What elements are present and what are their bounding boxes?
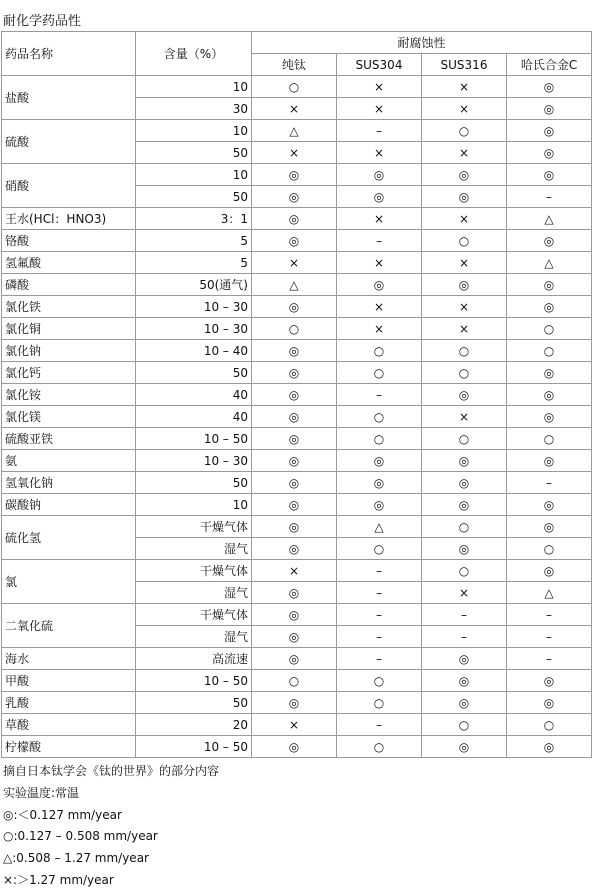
chemical-name-cell: 氯化铵 <box>2 384 136 406</box>
resistance-cell: ◎ <box>252 340 337 362</box>
resistance-cell: ○ <box>337 538 422 560</box>
header-material-titanium: 纯钛 <box>252 54 337 76</box>
concentration-cell: 50 <box>136 692 252 714</box>
resistance-cell: × <box>252 560 337 582</box>
chemical-name-cell: 海水 <box>2 648 136 670</box>
resistance-cell: × <box>337 98 422 120</box>
resistance-cell: △ <box>252 120 337 142</box>
resistance-cell: ◎ <box>252 406 337 428</box>
resistance-cell: × <box>422 252 507 274</box>
header-concentration: 含量（%） <box>136 32 252 76</box>
concentration-cell: 10 <box>136 494 252 516</box>
resistance-cell: ◎ <box>422 472 507 494</box>
resistance-cell: ◎ <box>422 648 507 670</box>
resistance-cell: ○ <box>337 406 422 428</box>
resistance-cell: – <box>337 384 422 406</box>
resistance-cell: ◎ <box>252 494 337 516</box>
resistance-cell: ◎ <box>422 384 507 406</box>
resistance-cell: ◎ <box>252 538 337 560</box>
concentration-cell: 湿气 <box>136 582 252 604</box>
concentration-cell: 干燥气体 <box>136 560 252 582</box>
resistance-cell: ◎ <box>422 670 507 692</box>
table-row <box>2 362 592 384</box>
resistance-cell: ◎ <box>252 186 337 208</box>
table-row <box>2 164 592 186</box>
resistance-cell: ◎ <box>337 450 422 472</box>
chemical-name-cell: 铬酸 <box>2 230 136 252</box>
resistance-cell: × <box>422 98 507 120</box>
resistance-cell: ○ <box>337 692 422 714</box>
concentration-cell: 10 – 30 <box>136 296 252 318</box>
chemical-name-cell: 二氧化硫 <box>2 604 136 648</box>
resistance-cell: △ <box>507 582 592 604</box>
table-row <box>2 208 592 230</box>
chemical-name-cell: 甲酸 <box>2 670 136 692</box>
resistance-cell: ○ <box>507 340 592 362</box>
table-row <box>2 736 592 758</box>
resistance-cell: ◎ <box>422 450 507 472</box>
concentration-cell: 10 <box>136 120 252 142</box>
resistance-cell: △ <box>507 252 592 274</box>
resistance-cell: ◎ <box>507 736 592 758</box>
resistance-cell: × <box>252 252 337 274</box>
resistance-cell: × <box>422 76 507 98</box>
resistance-cell: △ <box>507 208 592 230</box>
legend-poor: ×:＞1.27 mm/year <box>3 872 114 887</box>
table-row <box>2 252 592 274</box>
resistance-cell: – <box>337 626 422 648</box>
resistance-cell: ◎ <box>252 582 337 604</box>
concentration-cell: 50(通气) <box>136 274 252 296</box>
table-row <box>2 494 592 516</box>
resistance-cell: ◎ <box>252 362 337 384</box>
concentration-cell: 10 – 30 <box>136 318 252 340</box>
resistance-cell: ◎ <box>422 538 507 560</box>
resistance-cell: × <box>422 208 507 230</box>
resistance-cell: ◎ <box>507 98 592 120</box>
table-row <box>2 560 592 582</box>
concentration-cell: 3：1 <box>136 208 252 230</box>
resistance-cell: × <box>337 296 422 318</box>
resistance-cell: – <box>337 120 422 142</box>
table-row <box>2 384 592 406</box>
chemical-name-cell: 盐酸 <box>2 76 136 120</box>
resistance-cell: ○ <box>507 714 592 736</box>
resistance-cell: ◎ <box>252 208 337 230</box>
resistance-cell: ◎ <box>507 384 592 406</box>
table-row <box>2 274 592 296</box>
table-row <box>2 120 592 142</box>
chemical-resistance-table <box>1 31 592 758</box>
chemical-name-cell: 氯化铜 <box>2 318 136 340</box>
resistance-cell: ○ <box>422 714 507 736</box>
table-row <box>2 670 592 692</box>
resistance-cell: ○ <box>337 340 422 362</box>
resistance-cell: × <box>422 318 507 340</box>
header-material-sus304: SUS304 <box>337 54 422 76</box>
table-row <box>2 428 592 450</box>
resistance-cell: – <box>507 472 592 494</box>
resistance-cell: × <box>337 208 422 230</box>
chemical-name-cell: 王水(HCl：HNO3) <box>2 208 136 230</box>
concentration-cell: 20 <box>136 714 252 736</box>
chemical-name-cell: 乳酸 <box>2 692 136 714</box>
resistance-cell: × <box>422 296 507 318</box>
table-row <box>2 516 592 538</box>
chemical-name-cell: 氢氟酸 <box>2 252 136 274</box>
header-corrosion-resistance: 耐腐蚀性 <box>252 32 592 54</box>
resistance-cell: × <box>337 76 422 98</box>
concentration-cell: 10 – 50 <box>136 428 252 450</box>
table-row <box>2 714 592 736</box>
resistance-cell: × <box>252 98 337 120</box>
resistance-cell: – <box>507 648 592 670</box>
resistance-cell: ◎ <box>507 120 592 142</box>
resistance-cell: ◎ <box>507 670 592 692</box>
resistance-cell: ◎ <box>507 362 592 384</box>
resistance-cell: – <box>507 604 592 626</box>
resistance-cell: ◎ <box>507 274 592 296</box>
resistance-cell: ◎ <box>507 406 592 428</box>
resistance-cell: – <box>422 626 507 648</box>
concentration-cell: 5 <box>136 252 252 274</box>
concentration-cell: 50 <box>136 142 252 164</box>
resistance-cell: ◎ <box>507 296 592 318</box>
chemical-name-cell: 硝酸 <box>2 164 136 208</box>
resistance-cell: ○ <box>252 76 337 98</box>
resistance-cell: ◎ <box>422 186 507 208</box>
notes-section <box>3 761 219 892</box>
resistance-cell: ○ <box>422 120 507 142</box>
concentration-cell: 40 <box>136 406 252 428</box>
resistance-cell: – <box>337 230 422 252</box>
chemical-name-cell: 氯化钙 <box>2 362 136 384</box>
table-body <box>2 76 592 758</box>
resistance-cell: – <box>337 648 422 670</box>
resistance-cell: ◎ <box>252 736 337 758</box>
resistance-cell: – <box>422 604 507 626</box>
table-row <box>2 318 592 340</box>
resistance-cell: ◎ <box>337 186 422 208</box>
resistance-cell: ◎ <box>252 516 337 538</box>
chemical-name-cell: 氯化钠 <box>2 340 136 362</box>
temperature-note: 实验温度:常温 <box>3 785 80 800</box>
resistance-cell: ◎ <box>252 450 337 472</box>
concentration-cell: 干燥气体 <box>136 516 252 538</box>
resistance-cell: ◎ <box>422 164 507 186</box>
resistance-cell: ◎ <box>252 296 337 318</box>
table-row <box>2 76 592 98</box>
resistance-cell: ◎ <box>507 560 592 582</box>
resistance-cell: – <box>337 604 422 626</box>
resistance-cell: ◎ <box>507 230 592 252</box>
resistance-cell: ◎ <box>507 516 592 538</box>
chemical-name-cell: 磷酸 <box>2 274 136 296</box>
header-material-hastelloy-c: 哈氏合金C <box>507 54 592 76</box>
resistance-cell: ○ <box>252 670 337 692</box>
resistance-cell: × <box>337 252 422 274</box>
resistance-cell: × <box>422 406 507 428</box>
resistance-cell: – <box>337 560 422 582</box>
table-row <box>2 648 592 670</box>
table-row <box>2 230 592 252</box>
legend-fair: △:0.508 – 1.27 mm/year <box>3 851 149 866</box>
resistance-cell: × <box>422 142 507 164</box>
resistance-cell: ◎ <box>507 164 592 186</box>
concentration-cell: 干燥气体 <box>136 604 252 626</box>
resistance-cell: ○ <box>507 318 592 340</box>
concentration-cell: 10 – 30 <box>136 450 252 472</box>
resistance-cell: ◎ <box>337 274 422 296</box>
chemical-name-cell: 柠檬酸 <box>2 736 136 758</box>
resistance-cell: ○ <box>337 736 422 758</box>
resistance-cell: ◎ <box>252 604 337 626</box>
legend-good: ○:0.127 – 0.508 mm/year <box>3 829 158 844</box>
table-row <box>2 604 592 626</box>
chemical-name-cell: 氢氧化钠 <box>2 472 136 494</box>
resistance-cell: – <box>337 582 422 604</box>
concentration-cell: 50 <box>136 472 252 494</box>
concentration-cell: 30 <box>136 98 252 120</box>
header-chemical-name: 药品名称 <box>2 32 136 76</box>
resistance-cell: ◎ <box>507 76 592 98</box>
table-row <box>2 340 592 362</box>
resistance-cell: ◎ <box>422 274 507 296</box>
resistance-cell: ◎ <box>507 494 592 516</box>
resistance-cell: – <box>507 186 592 208</box>
resistance-cell: ◎ <box>422 494 507 516</box>
chemical-name-cell: 氯化铁 <box>2 296 136 318</box>
concentration-cell: 10 <box>136 76 252 98</box>
table-row <box>2 692 592 714</box>
resistance-cell: ◎ <box>337 472 422 494</box>
concentration-cell: 湿气 <box>136 626 252 648</box>
table-row <box>2 450 592 472</box>
resistance-cell: ○ <box>422 516 507 538</box>
resistance-cell: × <box>252 714 337 736</box>
resistance-cell: ◎ <box>507 142 592 164</box>
chemical-name-cell: 硫酸 <box>2 120 136 164</box>
legend-excellent: ◎:＜0.127 mm/year <box>3 807 122 822</box>
concentration-cell: 50 <box>136 186 252 208</box>
resistance-cell: ◎ <box>507 450 592 472</box>
chemical-name-cell: 硫酸亚铁 <box>2 428 136 450</box>
chemical-name-cell: 氯 <box>2 560 136 604</box>
table-row <box>2 296 592 318</box>
resistance-cell: △ <box>252 274 337 296</box>
chemical-name-cell: 硫化氢 <box>2 516 136 560</box>
resistance-cell: ○ <box>507 538 592 560</box>
resistance-cell: ◎ <box>422 736 507 758</box>
resistance-cell: ○ <box>337 670 422 692</box>
resistance-cell: ○ <box>422 428 507 450</box>
chemical-name-cell: 氨 <box>2 450 136 472</box>
chemical-name-cell: 碳酸钠 <box>2 494 136 516</box>
chemical-name-cell: 草酸 <box>2 714 136 736</box>
table-row <box>2 406 592 428</box>
concentration-cell: 5 <box>136 230 252 252</box>
resistance-cell: ◎ <box>507 692 592 714</box>
resistance-cell: ◎ <box>252 648 337 670</box>
resistance-cell: × <box>422 582 507 604</box>
resistance-cell: ○ <box>422 230 507 252</box>
chemical-name-cell: 氯化镁 <box>2 406 136 428</box>
resistance-cell: ◎ <box>252 692 337 714</box>
resistance-cell: ○ <box>422 340 507 362</box>
concentration-cell: 10 – 40 <box>136 340 252 362</box>
resistance-cell: × <box>337 318 422 340</box>
resistance-cell: ◎ <box>337 164 422 186</box>
resistance-cell: ○ <box>337 362 422 384</box>
resistance-cell: △ <box>337 516 422 538</box>
concentration-cell: 50 <box>136 362 252 384</box>
page-title: 耐化学药品性 <box>3 14 82 29</box>
source-note: 摘自日本钛学会《钛的世界》的部分内容 <box>3 764 220 778</box>
concentration-cell: 高流速 <box>136 648 252 670</box>
concentration-cell: 湿气 <box>136 538 252 560</box>
concentration-cell: 40 <box>136 384 252 406</box>
resistance-cell: × <box>252 142 337 164</box>
resistance-cell: ◎ <box>422 692 507 714</box>
resistance-cell: × <box>337 142 422 164</box>
resistance-cell: ◎ <box>252 164 337 186</box>
header-material-sus316: SUS316 <box>422 54 507 76</box>
resistance-cell: ○ <box>337 428 422 450</box>
concentration-cell: 10 – 50 <box>136 736 252 758</box>
resistance-cell: ○ <box>252 318 337 340</box>
resistance-cell: ◎ <box>252 428 337 450</box>
resistance-cell: ○ <box>507 428 592 450</box>
resistance-cell: ○ <box>422 362 507 384</box>
table-row <box>2 472 592 494</box>
concentration-cell: 10 – 50 <box>136 670 252 692</box>
resistance-cell: ◎ <box>252 230 337 252</box>
resistance-cell: ○ <box>422 560 507 582</box>
resistance-cell: – <box>337 714 422 736</box>
resistance-cell: – <box>507 626 592 648</box>
concentration-cell: 10 <box>136 164 252 186</box>
resistance-cell: ◎ <box>337 494 422 516</box>
resistance-cell: ◎ <box>252 384 337 406</box>
resistance-cell: ◎ <box>252 472 337 494</box>
resistance-cell: ◎ <box>252 626 337 648</box>
